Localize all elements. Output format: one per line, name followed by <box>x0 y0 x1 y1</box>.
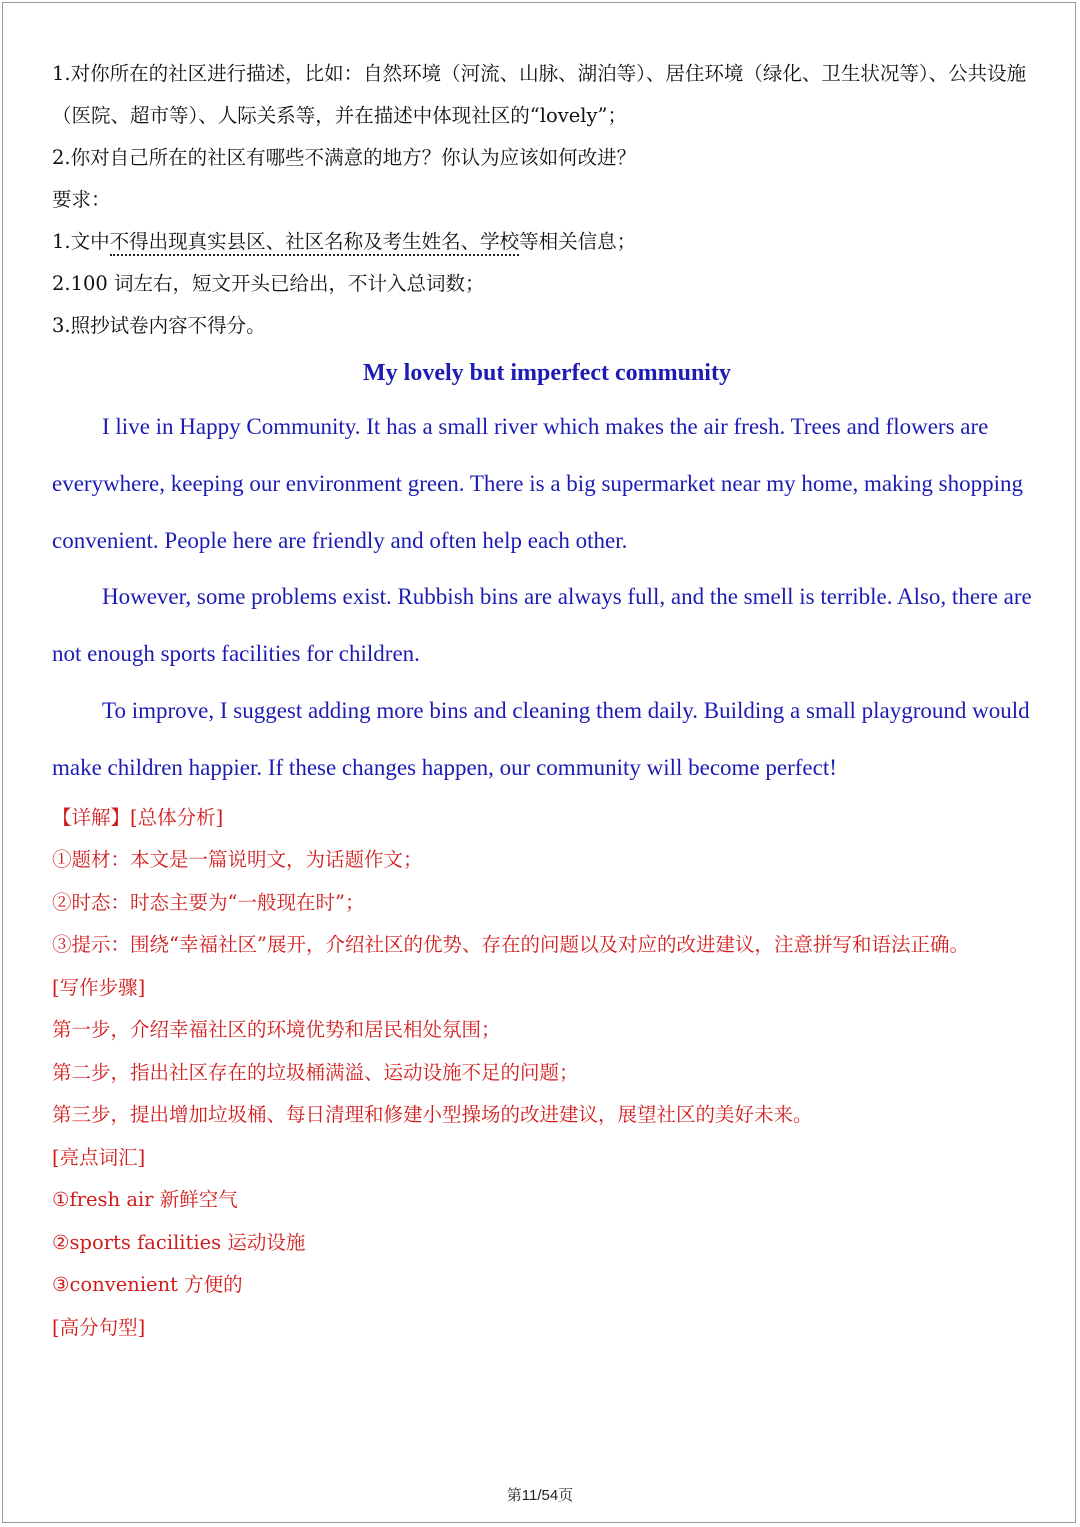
step-2: 第二步，指出社区存在的垃圾桶满溢、运动设施不足的问题； <box>52 1060 579 1084</box>
essay-title: My lovely but imperfect community <box>363 360 731 386</box>
rule-1-suffix: 等相关信息； <box>519 230 637 253</box>
rule-item-2: 2.100 词左右，短文开头已给出，不计入总词数； <box>52 272 485 295</box>
vocab-item-2: ②sports facilities 运动设施 <box>52 1230 306 1254</box>
step-3: 第三步，提出增加垃圾桶、每日清理和修建小型操场的改进建议，展望社区的美好未来。 <box>52 1103 813 1127</box>
steps-heading: [写作步骤] <box>52 975 146 999</box>
analysis-heading: 【详解】[总体分析] <box>52 805 224 829</box>
sentences-heading: [高分句型] <box>52 1315 146 1339</box>
analysis-point-1: ①题材：本文是一篇说明文，为话题作文； <box>52 848 423 872</box>
analysis-point-3: ③提示：围绕“幸福社区”展开，介绍社区的优势、存在的问题以及对应的改进建议，注意拼写和语法正确。 <box>52 933 969 957</box>
analysis-section <box>52 797 1042 1350</box>
essay-paragraph-2: However, some problems exist. Rubbish bins are always full, and the smell is terrible. Also, there are not enough sports facilities for children. <box>52 584 1032 667</box>
rule-1-emphasis: 不得出现真实县区、社区名称及考生姓名、学校 <box>110 230 520 256</box>
rule-item-1 <box>52 221 1042 263</box>
vocab-item-1: ①fresh air 新鲜空气 <box>52 1188 238 1212</box>
requirements-section <box>52 53 1042 347</box>
task-item-2: 2.你对自己所在的社区有哪些不满意的地方？你认为应该如何改进？ <box>52 146 637 169</box>
essay-body <box>52 399 1042 797</box>
page-number: 第11/54页 <box>506 1487 574 1504</box>
essay-paragraph-1: I live in Happy Community. It has a small river which makes the air fresh. Trees and flowers are everywhere, keeping our environment green. There is a big supermarket near my home, making shopping convenient. People here are friendly and often help each other. <box>52 414 1024 553</box>
step-1: 第一步，介绍幸福社区的环境优势和居民相处氛围； <box>52 1018 501 1042</box>
essay-paragraph-3: To improve, I suggest adding more bins and cleaning them daily. Building a small playground would make children happier. If these changes happen, our community will become perfect! <box>52 697 1030 780</box>
analysis-point-2: ②时态：时态主要为“一般现在时”； <box>52 890 365 914</box>
vocab-item-3: ③convenient 方便的 <box>52 1273 243 1297</box>
rule-1-prefix: 1.文中 <box>52 230 110 253</box>
task-item-1: 1.对你所在的社区进行描述，比如：自然环境（河流、山脉、湖泊等）、居住环境（绿化、卫生状况等）、公共设施（医院、超市等）、人际关系等，并在描述中体现社区的“lovely”； <box>52 62 1027 127</box>
requirements-heading: 要求： <box>52 188 111 211</box>
rule-item-3: 3.照抄试卷内容不得分。 <box>52 314 266 337</box>
vocab-heading: [亮点词汇] <box>52 1145 146 1169</box>
document-body <box>52 53 1042 1349</box>
